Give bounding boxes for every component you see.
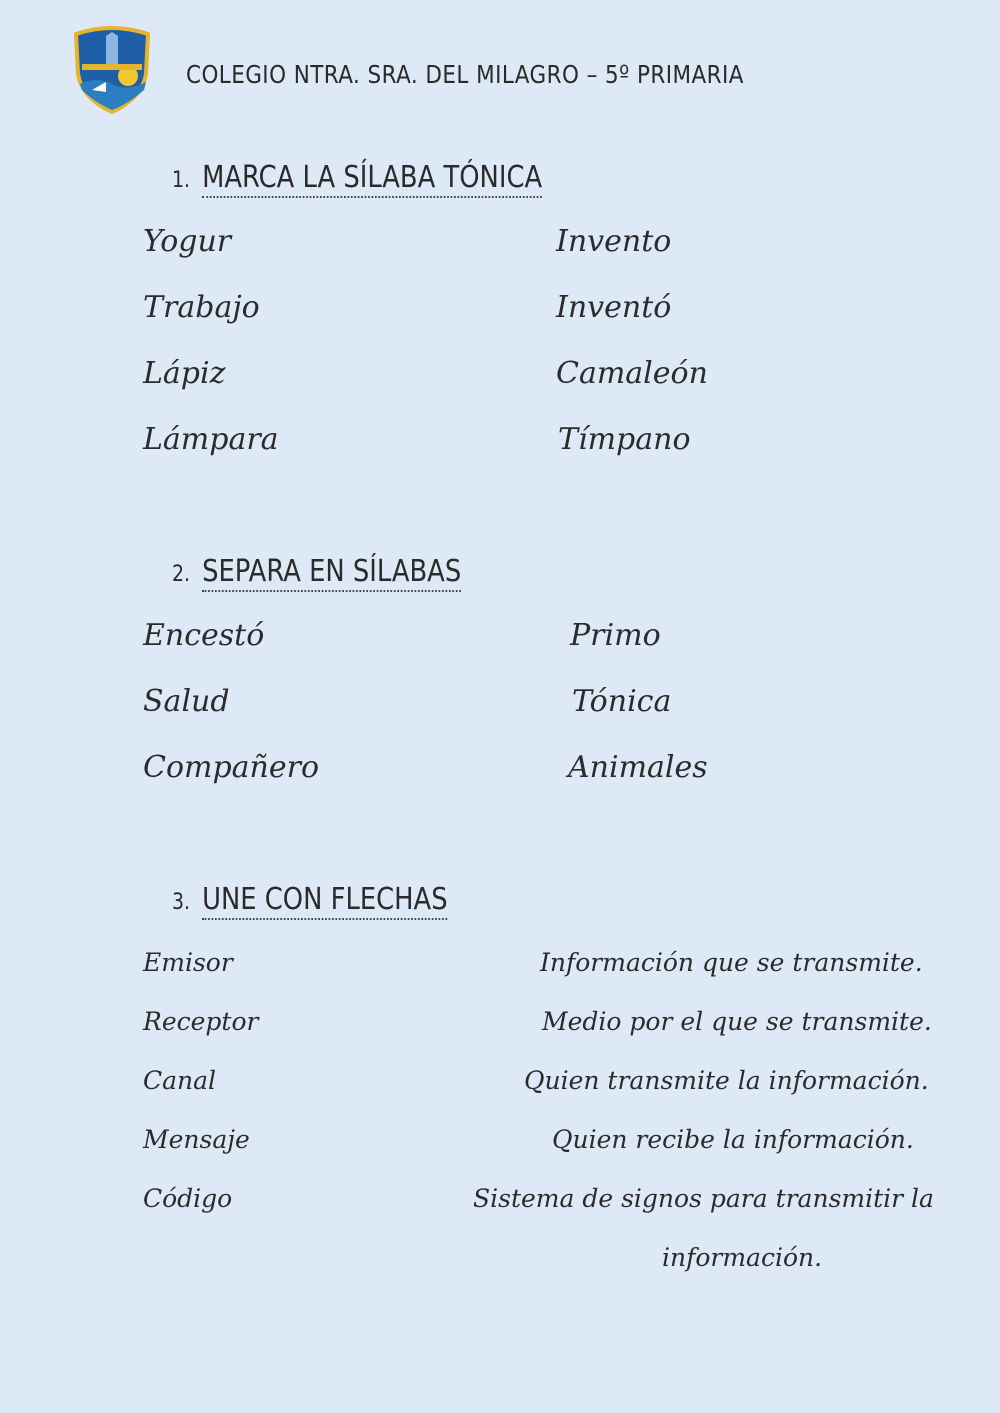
section-heading: UNE CON FLECHAS	[202, 882, 447, 920]
section-1-title	[172, 160, 542, 195]
word-left: Lámpara	[143, 422, 279, 457]
term-left: Código	[143, 1184, 233, 1213]
section-number: 1.	[172, 168, 191, 193]
word-right: Inventó	[556, 290, 672, 325]
word-left: Encestó	[143, 618, 265, 653]
word-right: Animales	[568, 750, 708, 785]
definition-right-continued: información.	[662, 1243, 823, 1272]
word-left: Trabajo	[143, 290, 260, 325]
definition-right: Quien recibe la información.	[552, 1125, 914, 1154]
section-number: 2.	[172, 562, 191, 587]
school-crest-icon	[72, 26, 152, 114]
section-heading: MARCA LA SÍLABA TÓNICA	[202, 160, 542, 198]
definition-right: Medio por el que se transmite.	[542, 1007, 932, 1036]
term-left: Mensaje	[143, 1125, 250, 1154]
term-left: Canal	[143, 1066, 217, 1095]
word-left: Yogur	[143, 224, 232, 259]
definition-right: Sistema de signos para transmitir la	[473, 1184, 934, 1213]
section-number: 3.	[172, 890, 191, 915]
section-3-title	[172, 882, 448, 917]
word-left: Lápiz	[143, 356, 226, 391]
header-title: COLEGIO NTRA. SRA. DEL MILAGRO – 5º PRIMARIA	[186, 60, 744, 89]
section-2-title	[172, 554, 461, 589]
word-right: Tímpano	[558, 422, 691, 457]
term-left: Emisor	[143, 948, 233, 977]
word-left: Compañero	[143, 750, 320, 785]
word-right: Invento	[556, 224, 672, 259]
word-right: Camaleón	[556, 356, 708, 391]
word-right: Primo	[570, 618, 661, 653]
section-heading: SEPARA EN SÍLABAS	[202, 554, 461, 592]
definition-right: Quien transmite la información.	[524, 1066, 929, 1095]
term-left: Receptor	[143, 1007, 259, 1036]
definition-right: Información que se transmite.	[540, 948, 923, 977]
word-left: Salud	[143, 684, 230, 719]
word-right: Tónica	[572, 684, 672, 719]
